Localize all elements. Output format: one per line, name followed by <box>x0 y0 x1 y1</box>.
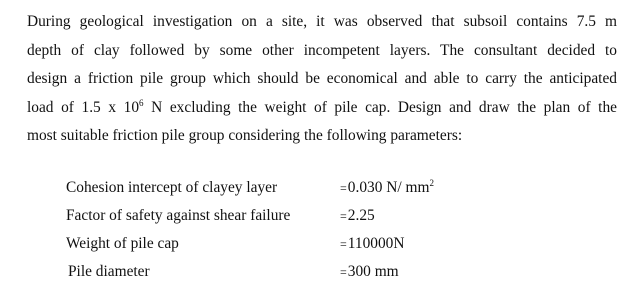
cohesion-unit-exponent: 2 <box>429 178 434 188</box>
diameter-label: Pile diameter <box>68 263 150 280</box>
paragraph-line-3: design a friction pile group which should be economical and able to carry the anticipated <box>27 70 617 87</box>
cap-weight-label: Weight of pile cap <box>66 235 179 252</box>
cohesion-label: Cohesion intercept of clayey layer <box>66 179 278 196</box>
equals-sign: = <box>340 181 347 195</box>
paragraph-line-1: During geological investigation on a site, it was observed that subsoil contains 7.5 m <box>27 13 617 30</box>
load-value-text: load of 1.5 x 10 <box>27 99 140 116</box>
equals-sign: = <box>340 209 347 223</box>
paragraph-line-4 <box>27 99 617 117</box>
equals-sign: = <box>340 265 347 279</box>
load-exponent: 6 <box>139 98 144 108</box>
cohesion-value <box>340 179 434 197</box>
fos-value <box>340 207 375 225</box>
equals-sign: = <box>340 237 347 251</box>
diameter-value <box>340 263 399 281</box>
cohesion-value-text: 0.030 N/ mm <box>347 179 430 196</box>
paragraph-line-5: most suitable friction pile group considering the following parameters: <box>27 127 463 144</box>
cap-weight-value <box>340 235 405 253</box>
paragraph-line-2: depth of clay followed by some other incompetent layers. The consultant decided to <box>27 42 617 59</box>
cap-weight-value-text: 110000N <box>347 235 405 252</box>
fos-value-text: 2.25 <box>347 207 375 224</box>
fos-label: Factor of safety against shear failure <box>66 207 291 224</box>
diameter-value-text: 300 mm <box>347 263 399 280</box>
paragraph-line-4-rest: N excluding the weight of pile cap. Design and draw the plan of the <box>143 99 617 116</box>
